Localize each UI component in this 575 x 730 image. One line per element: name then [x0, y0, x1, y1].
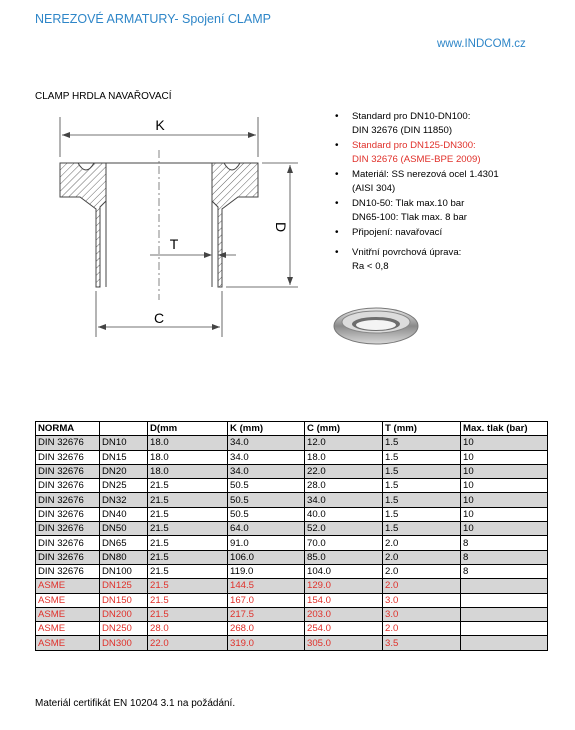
table-cell: 40.0: [305, 507, 383, 521]
table-row: [36, 507, 548, 521]
spec-line: • Standard pro DN125-DN300:: [352, 140, 476, 151]
table-cell: ASME: [36, 593, 100, 607]
table-cell: 2.0: [383, 550, 461, 564]
table-cell: 21.5: [148, 522, 228, 536]
table-cell: 2.0: [383, 579, 461, 593]
table-cell: 50.5: [228, 479, 305, 493]
table-cell: 28.0: [148, 622, 228, 636]
table-cell: DIN 32676: [36, 493, 100, 507]
table-cell: 34.0: [305, 493, 383, 507]
dim-t-label: T: [169, 236, 179, 252]
table-row: [36, 522, 548, 536]
table-cell: 1.5: [383, 464, 461, 478]
table-cell: 1.5: [383, 450, 461, 464]
dimensions-table: [35, 421, 548, 651]
table-cell: DIN 32676: [36, 464, 100, 478]
table-cell: 21.5: [148, 593, 228, 607]
table-row: [36, 450, 548, 464]
spec-line: DIN 32676 (DIN 11850): [352, 125, 453, 136]
table-cell: 129.0: [305, 579, 383, 593]
table-cell: ASME: [36, 607, 100, 621]
column-header: K (mm): [228, 422, 305, 436]
certificate-note: Materiál certifikát EN 10204 3.1 na požádání.: [35, 698, 236, 709]
table-cell: [461, 593, 548, 607]
table-cell: 268.0: [228, 622, 305, 636]
table-cell: 1.5: [383, 522, 461, 536]
spec-line: DIN 32676 (ASME-BPE 2009): [352, 154, 481, 165]
table-cell: 8: [461, 536, 548, 550]
table-cell: 3.0: [383, 607, 461, 621]
table-cell: DN15: [100, 450, 148, 464]
table-row: [36, 536, 548, 550]
spec-line: Ra < 0,8: [352, 261, 389, 272]
table-cell: 154.0: [305, 593, 383, 607]
table-cell: 28.0: [305, 479, 383, 493]
table-row: [36, 636, 548, 650]
dim-c-label: C: [153, 310, 165, 326]
table-cell: 119.0: [228, 564, 305, 578]
table-cell: 8: [461, 564, 548, 578]
spec-item: [335, 197, 567, 225]
table-cell: DIN 32676: [36, 436, 100, 450]
table-cell: 106.0: [228, 550, 305, 564]
table-cell: 10: [461, 450, 548, 464]
column-header: [100, 422, 148, 436]
table-row: [36, 550, 548, 564]
table-cell: 52.0: [305, 522, 383, 536]
table-cell: DN20: [100, 464, 148, 478]
table-cell: DN40: [100, 507, 148, 521]
table-cell: 1.5: [383, 479, 461, 493]
table-cell: 167.0: [228, 593, 305, 607]
table-cell: 22.0: [305, 464, 383, 478]
table-row: [36, 607, 548, 621]
column-header: T (mm): [383, 422, 461, 436]
table-cell: 18.0: [305, 450, 383, 464]
product-photo: [330, 302, 425, 350]
table-cell: DIN 32676: [36, 522, 100, 536]
spec-line: • Standard pro DN10-DN100:: [352, 111, 471, 122]
table-cell: DN25: [100, 479, 148, 493]
spec-item: [335, 110, 567, 138]
table-cell: [461, 607, 548, 621]
table-cell: 10: [461, 507, 548, 521]
table-cell: DN65: [100, 536, 148, 550]
table-cell: 18.0: [148, 464, 228, 478]
table-cell: 305.0: [305, 636, 383, 650]
table-cell: 203.0: [305, 607, 383, 621]
spec-item: [335, 139, 567, 167]
table-row: [36, 436, 548, 450]
dim-k-label: K: [155, 117, 165, 133]
table-cell: 3.0: [383, 593, 461, 607]
table-cell: 18.0: [148, 436, 228, 450]
table-cell: ASME: [36, 636, 100, 650]
table-cell: 1.5: [383, 507, 461, 521]
table-cell: DIN 32676: [36, 507, 100, 521]
table-row: [36, 579, 548, 593]
table-cell: ASME: [36, 622, 100, 636]
table-cell: 34.0: [228, 436, 305, 450]
table-row: [36, 479, 548, 493]
table-cell: 2.0: [383, 622, 461, 636]
table-row: [36, 622, 548, 636]
table-cell: 21.5: [148, 564, 228, 578]
table-cell: 21.5: [148, 507, 228, 521]
table-cell: [461, 622, 548, 636]
table-cell: DIN 32676: [36, 450, 100, 464]
table-cell: 1.5: [383, 493, 461, 507]
table-cell: 64.0: [228, 522, 305, 536]
spec-item: [335, 168, 567, 196]
table-cell: 10: [461, 436, 548, 450]
spec-line: • Materiál: SS nerezová ocel 1.4301: [352, 169, 499, 180]
table-cell: 34.0: [228, 464, 305, 478]
column-header: NORMA: [36, 422, 100, 436]
table-cell: 12.0: [305, 436, 383, 450]
table-cell: DN250: [100, 622, 148, 636]
table-cell: 319.0: [228, 636, 305, 650]
technical-drawing: [40, 105, 305, 345]
table-cell: 8: [461, 550, 548, 564]
table-cell: 50.5: [228, 493, 305, 507]
table-cell: 70.0: [305, 536, 383, 550]
table-cell: 18.0: [148, 450, 228, 464]
table-cell: 91.0: [228, 536, 305, 550]
table-cell: DN50: [100, 522, 148, 536]
table-cell: [461, 636, 548, 650]
table-cell: 2.0: [383, 536, 461, 550]
table-cell: DN80: [100, 550, 148, 564]
table-cell: 254.0: [305, 622, 383, 636]
table-cell: 21.5: [148, 607, 228, 621]
table-row: [36, 593, 548, 607]
table-cell: 1.5: [383, 436, 461, 450]
table-cell: DIN 32676: [36, 564, 100, 578]
table-cell: 10: [461, 522, 548, 536]
table-header-row: [36, 422, 548, 436]
table-cell: [461, 579, 548, 593]
table-row: [36, 493, 548, 507]
table-cell: 10: [461, 464, 548, 478]
table-cell: 21.5: [148, 536, 228, 550]
table-cell: 21.5: [148, 550, 228, 564]
spec-item: [335, 226, 567, 240]
spec-line: • DN10-50: Tlak max.10 bar: [352, 198, 465, 209]
table-cell: DN200: [100, 607, 148, 621]
table-cell: 85.0: [305, 550, 383, 564]
table-row: [36, 564, 548, 578]
table-cell: 21.5: [148, 493, 228, 507]
table-cell: 34.0: [228, 450, 305, 464]
spec-line: (AISI 304): [352, 183, 396, 194]
table-cell: DIN 32676: [36, 536, 100, 550]
column-header: Max. tlak (bar): [461, 422, 548, 436]
table-cell: 10: [461, 493, 548, 507]
spec-line: • Vnitřní povrchová úprava:: [352, 247, 462, 258]
table-cell: 2.0: [383, 564, 461, 578]
table-cell: DN125: [100, 579, 148, 593]
table-cell: DIN 32676: [36, 550, 100, 564]
dim-d-label: D: [273, 221, 289, 233]
table-cell: 50.5: [228, 507, 305, 521]
spec-line: • Připojení: navařovací: [352, 227, 443, 238]
table-cell: DN300: [100, 636, 148, 650]
table-cell: 10: [461, 479, 548, 493]
spec-list: [335, 110, 567, 275]
table-cell: 104.0: [305, 564, 383, 578]
table-cell: 217.5: [228, 607, 305, 621]
column-header: D(mm: [148, 422, 228, 436]
table-cell: DIN 32676: [36, 479, 100, 493]
page-title: NEREZOVÉ ARMATURY- Spojení CLAMP: [35, 12, 271, 26]
table-cell: DN10: [100, 436, 148, 450]
table-cell: DN32: [100, 493, 148, 507]
section-title: CLAMP HRDLA NAVAŘOVACÍ: [35, 91, 172, 102]
table-cell: ASME: [36, 579, 100, 593]
spec-item: [335, 246, 567, 274]
table-cell: 3.5: [383, 636, 461, 650]
table-cell: 21.5: [148, 479, 228, 493]
website-link[interactable]: www.INDCOM.cz: [437, 38, 526, 50]
spec-line: DN65-100: Tlak max. 8 bar: [352, 212, 467, 223]
column-header: C (mm): [305, 422, 383, 436]
table-cell: DN100: [100, 564, 148, 578]
table-cell: 144.5: [228, 579, 305, 593]
table-cell: DN150: [100, 593, 148, 607]
table-cell: 22.0: [148, 636, 228, 650]
table-row: [36, 464, 548, 478]
table-cell: 21.5: [148, 579, 228, 593]
